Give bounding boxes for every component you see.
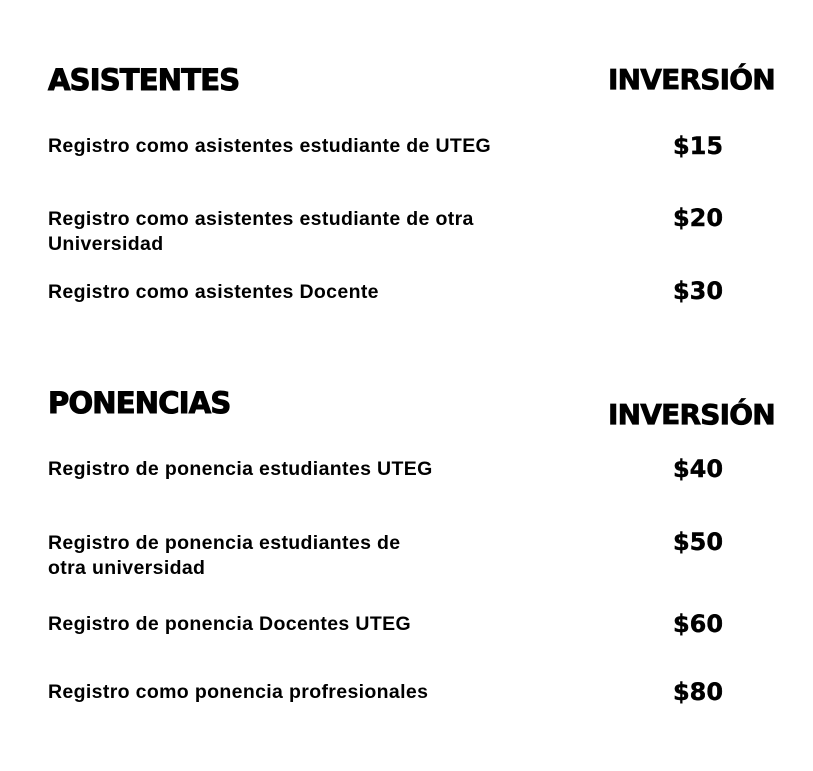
row-label: Registro como ponencia profresionales <box>48 681 429 703</box>
asistentes-inversion-heading: INVERSIÓN <box>608 63 775 96</box>
row-label: Registro como asistentes estudiante de UTEG <box>48 135 492 157</box>
row-label: Registro de ponencia estudiantes de otra universidad <box>48 532 401 579</box>
ponencias-heading: PONENCIAS <box>48 386 231 420</box>
ponencias-inversion-heading: INVERSIÓN <box>608 398 775 431</box>
row-label: Registro como asistentes Docente <box>48 281 379 303</box>
row-price: $40 <box>672 455 724 483</box>
row-price: $30 <box>672 277 724 305</box>
row-price: $60 <box>672 610 724 638</box>
row-price: $20 <box>672 204 724 232</box>
row-label: Registro de ponencia estudiantes UTEG <box>48 458 433 480</box>
row-price: $50 <box>672 528 724 556</box>
asistentes-heading: ASISTENTES <box>48 63 240 97</box>
row-label: Registro de ponencia Docentes UTEG <box>48 613 411 635</box>
row-label: Registro como asistentes estudiante de otra Universidad <box>48 208 474 255</box>
row-price: $15 <box>672 132 724 160</box>
row-price: $80 <box>672 678 724 706</box>
